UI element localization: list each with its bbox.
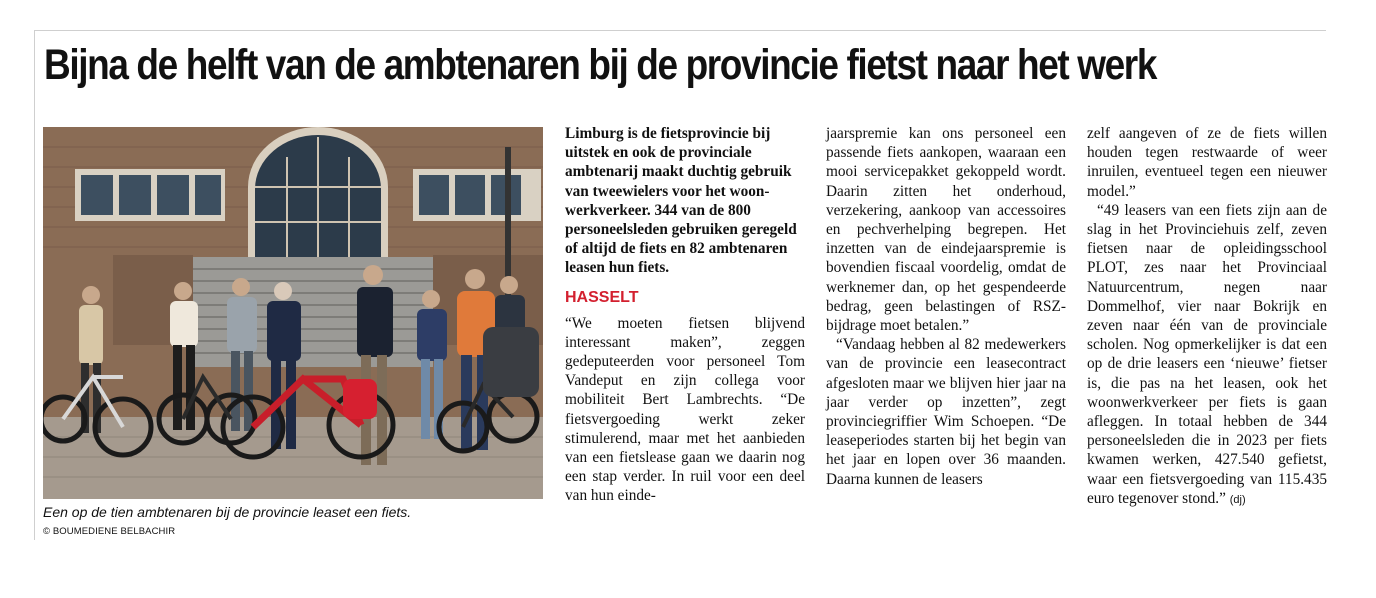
body-text: “49 leasers van een fiets zijn aan de slag in het Provinciehuis zelf, zeven fietsen naar de opleidingsschool PLOT, zes naar het Provinciaal Natuurcentrum, negen naar Dommelhof, vier naar Bokrijk en zeven naar één van de provinciale scholen. Nog opmerkelijker is dat een op de drie leasers een ‘nieuwe’ fietser is, die pas na het leasen, ook het woonwerkverkeer per fiets is gaan afleggen. In totaal hebben de 344 personeelsleden die in 2023 per fiets kwamen werken, 427.540 gefietst, waar een fietsvergoeding van 115.435 euro tegenover stond.” [1087, 201, 1327, 507]
photo-illustration [43, 127, 543, 499]
top-rule [34, 30, 1326, 31]
body-paragraph: jaarspremie kan ons personeel een passende fiets aankopen, waaraan een mooi servicepakket gekoppeld wordt. Daarin zitten het onderhoud, verzekering, aankoop van accessoires en pechverhelping begrepen. Het inzetten van de eindejaarspremie is bovendien fiscaal voordelig, omdat de werknemer dan, op het gespendeerde bedrag, geen belastingen of RSZ-bijdrage moet betalen.” [826, 125, 1066, 335]
body-paragraph: “Vandaag hebben al 82 medewerkers van de provincie een leasecontract afgesloten maar we blijven hier jaar na jaar verder op inzetten”, zegt provinciegriffier Wim Schoepen. “De leaseperiodes starten bij het begin van het jaar en lopen over 36 maanden. Daarna kunnen de leasers [826, 336, 1066, 488]
body-paragraph: zelf aangeven of ze de fiets willen houden tegen restwaarde of weer inruilen, eventueel tegen een nieuwer model.” [1087, 125, 1327, 200]
author-signature: (dj) [1229, 493, 1246, 506]
dateline: HASSELT [565, 288, 639, 306]
article-lead: Limburg is de fietsprovincie bij uitstek en ook de provinciale ambtenarij maakt duchtig gebruik van tweewielers voor het woon-werkverkeer. 344 van de 800 personeelsleden gebruiken geregeld of altijd de fiets en 82 ambtenaren leasen hun fiets. [565, 125, 797, 277]
article-column-3 [1087, 124, 1327, 510]
left-rule [34, 30, 35, 540]
photo-credit: © BOUMEDIENE BELBACHIR [43, 526, 176, 537]
headline: Bijna de helft van de ambtenaren bij de provincie fietst naar het werk [44, 41, 1157, 89]
body-paragraph-final [1087, 201, 1327, 510]
article-photo [43, 127, 543, 499]
photo-caption: Een op de tien ambtenaren bij de provincie leaset een fiets. [43, 504, 412, 520]
article-column-1 [565, 124, 805, 506]
article-column-2 [826, 124, 1066, 489]
body-paragraph: “We moeten fietsen blijvend interessant maken”, zeggen gedeputeerden voor personeel Tom Vandeput en zijn collega voor mobiliteit Bert Lambrechts. “De fietsvergoeding werkt zeker stimulerend, maar met het aanbieden van een fietslease gaan we daarin nog een stap verder. In ruil voor een deel van hun einde- [565, 314, 805, 505]
